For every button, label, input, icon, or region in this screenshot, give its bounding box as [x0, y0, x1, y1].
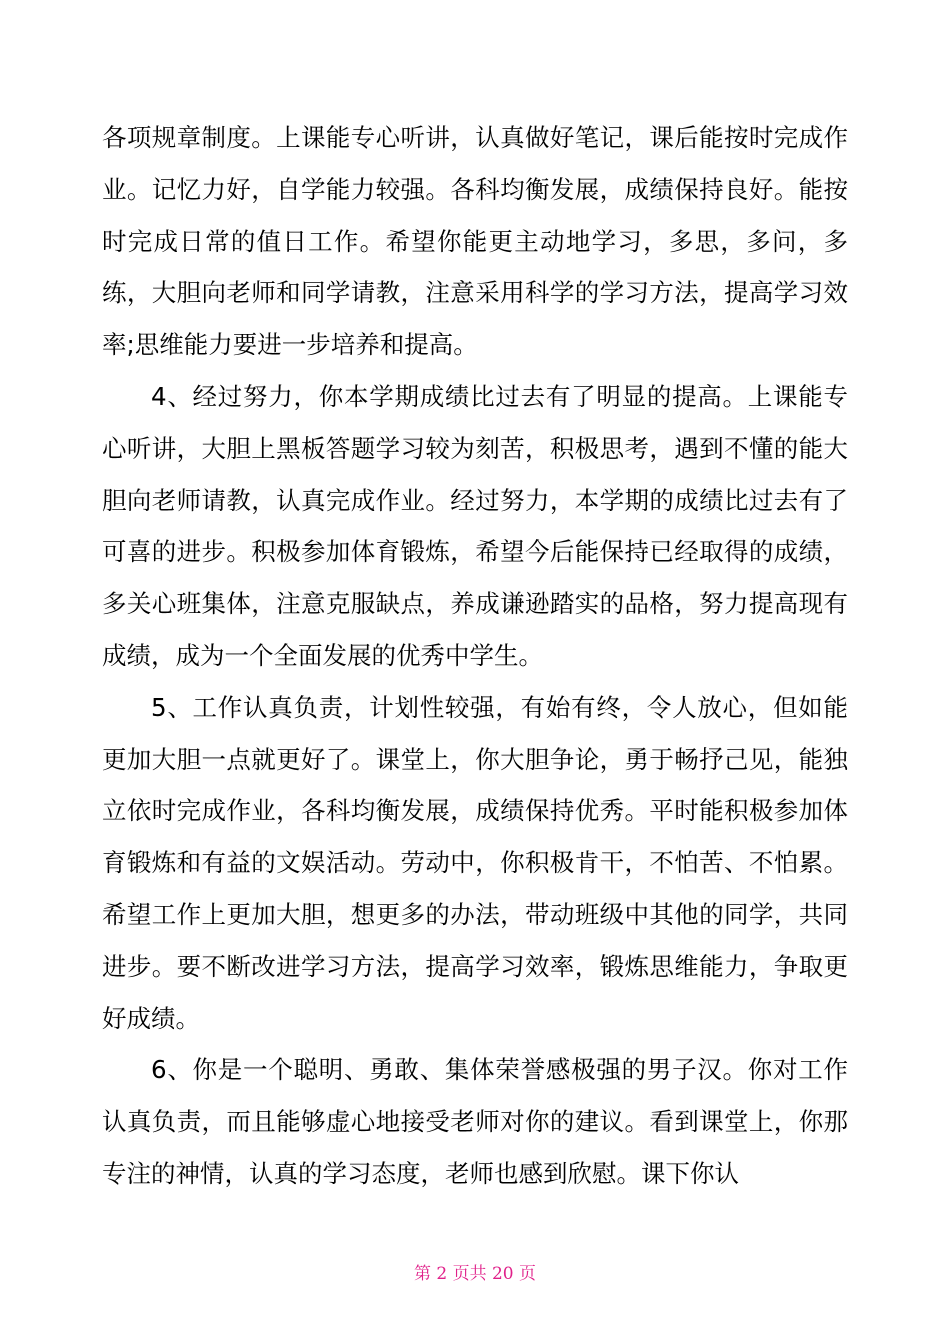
paragraph-item-6: 6、你是一个聪明、勇敢、集体荣誉感极强的男子汉。你对工作认真负责，而且能够虚心地接受老师对你的建议。看到课堂上，你那专注的神情，认真的学习态度，老师也感到欣慰。课下你认 — [102, 1055, 848, 1188]
paragraph-continued: 各项规章制度。上课能专心听讲，认真做好笔记，课后能按时完成作业。记忆力好，自学能力较强。各科均衡发展，成绩保持良好。能按时完成日常的值日工作。希望你能更主动地学习，多思，多问，多练，大胆向老师和同学请教，注意采用科学的学习方法，提高学习效率;思维能力要进一步培养和提高。 — [102, 123, 848, 360]
paragraph-item-5: 5、工作认真负责，计划性较强，有始有终，令人放心，但如能更加大胆一点就更好了。课堂上，你大胆争论，勇于畅抒己见，能独立依时完成作业，各科均衡发展，成绩保持优秀。平时能积极参加体育锻炼和有益的文娱活动。劳动中，你积极肯干，不怕苦、不怕累。希望工作上更加大胆，想更多的办法，带动班级中其他的同学，共同进步。要不断改进学习方法，提高学习效率，锻炼思维能力，争取更好成绩。 — [102, 692, 848, 1033]
page-number-footer: 第 2 页共 20 页 — [413, 1264, 537, 1284]
paragraph-item-4: 4、经过努力，你本学期成绩比过去有了明显的提高。上课能专心听讲，大胆上黑板答题学习较为刻苦，积极思考，遇到不懂的能大胆向老师请教，认真完成作业。经过努力，本学期的成绩比过去有了可喜的进步。积极参加体育锻炼，希望今后能保持已经取得的成绩，多关心班集体，注意克服缺点，养成谦逊踏实的品格，努力提高现有成绩，成为一个全面发展的优秀中学生。 — [102, 381, 848, 670]
document-body — [102, 112, 848, 1200]
